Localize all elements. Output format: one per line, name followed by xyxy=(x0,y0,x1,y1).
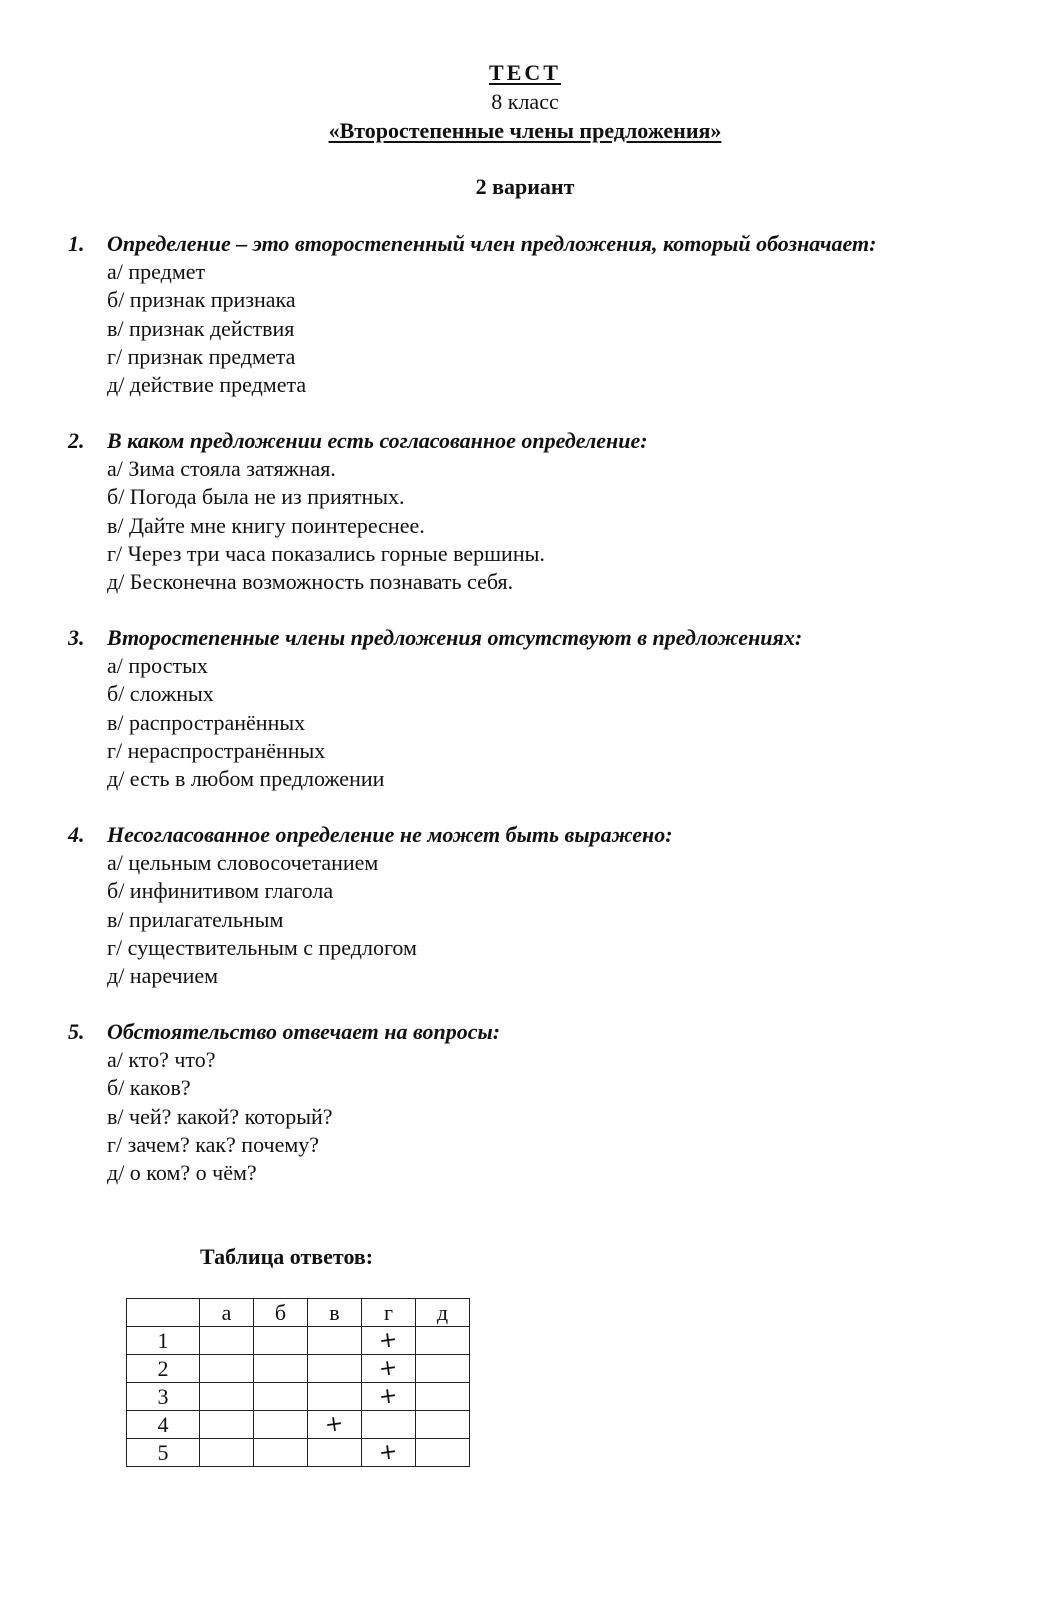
question xyxy=(68,427,1008,596)
answer-option: б/ каков? xyxy=(107,1075,191,1101)
answer-option: б/ признак признака xyxy=(107,287,296,313)
question-text: Обстоятельство отвечает на вопросы: xyxy=(107,1019,501,1044)
question-number: 4. xyxy=(68,822,85,847)
question-number: 5. xyxy=(68,1019,85,1044)
answer-cell xyxy=(362,1439,416,1467)
answer-cell xyxy=(362,1383,416,1411)
answer-cell xyxy=(362,1411,416,1439)
answer-cell xyxy=(308,1439,362,1467)
answer-option: а/ цельным словосочетанием xyxy=(107,850,379,876)
answer-cell xyxy=(308,1383,362,1411)
test-title: ТЕСТ xyxy=(489,60,561,85)
question xyxy=(68,624,1008,793)
answer-option: а/ Зима стояла затяжная. xyxy=(107,456,336,482)
answer-option: д/ действие предмета xyxy=(107,372,307,398)
check-mark: + xyxy=(377,1326,400,1355)
question-text: Второстепенные члены предложения отсутствуют в предложениях: xyxy=(107,625,803,650)
answer-option: г/ признак предмета xyxy=(107,343,296,369)
answer-cell xyxy=(362,1327,416,1355)
question-heading xyxy=(68,624,1008,652)
answer-cell xyxy=(308,1411,362,1439)
answer-option: в/ прилагательным xyxy=(107,906,284,932)
question xyxy=(68,230,1008,399)
row-label: 1 xyxy=(127,1327,200,1355)
answer-option: д/ о ком? о чём? xyxy=(107,1160,257,1186)
answer-option: а/ кто? что? xyxy=(107,1047,216,1073)
answer-option: в/ распространённых xyxy=(107,709,306,735)
question-heading xyxy=(68,230,1008,258)
column-header: г xyxy=(362,1299,416,1327)
row-label: 2 xyxy=(127,1355,200,1383)
answer-cell xyxy=(362,1355,416,1383)
answer-cell xyxy=(200,1439,254,1467)
column-header: б xyxy=(254,1299,308,1327)
answer-cell xyxy=(254,1383,308,1411)
answer-cell xyxy=(200,1383,254,1411)
question-text: Определение – это второстепенный член предложения, который обозначает: xyxy=(107,231,877,256)
question xyxy=(68,1018,1008,1187)
answer-cell xyxy=(308,1327,362,1355)
answer-option: г/ зачем? как? почему? xyxy=(107,1131,320,1157)
answer-option: д/ наречием xyxy=(107,963,219,989)
answer-option: в/ признак действия xyxy=(107,315,295,341)
answer-cell xyxy=(200,1355,254,1383)
question-text: В каком предложении есть согласованное определение: xyxy=(107,428,648,453)
check-mark: + xyxy=(377,1354,400,1383)
table-row xyxy=(127,1439,470,1467)
question xyxy=(68,821,1008,990)
row-label: 5 xyxy=(127,1439,200,1467)
answer-option: б/ сложных xyxy=(107,681,214,707)
table-row xyxy=(127,1383,470,1411)
answer-cell xyxy=(254,1411,308,1439)
question-text: Несогласованное определение не может быть выражено: xyxy=(107,822,673,847)
answer-cell xyxy=(416,1355,470,1383)
check-mark: + xyxy=(377,1438,400,1467)
question-number: 2. xyxy=(68,428,85,453)
answers-table xyxy=(126,1298,470,1467)
answer-option: г/ существительным с предлогом xyxy=(107,934,417,960)
answer-cell xyxy=(416,1411,470,1439)
column-header xyxy=(127,1299,200,1327)
row-label: 3 xyxy=(127,1383,200,1411)
row-label: 4 xyxy=(127,1411,200,1439)
answer-cell xyxy=(416,1383,470,1411)
answer-option: а/ простых xyxy=(107,653,208,679)
answer-cell xyxy=(254,1327,308,1355)
answer-cell xyxy=(254,1439,308,1467)
answer-option: г/ нераспространённых xyxy=(107,737,326,763)
answer-option: б/ инфинитивом глагола xyxy=(107,878,334,904)
column-header: а xyxy=(200,1299,254,1327)
grade-label: 8 класс xyxy=(491,89,559,114)
check-mark: + xyxy=(377,1382,400,1411)
check-mark: + xyxy=(323,1410,346,1439)
column-header: д xyxy=(416,1299,470,1327)
answer-option: г/ Через три часа показались горные вершины. xyxy=(107,540,545,566)
table-row xyxy=(127,1411,470,1439)
topic-title: «Второстепенные члены предложения» xyxy=(328,118,722,143)
answer-option: б/ Погода была не из приятных. xyxy=(107,484,405,510)
answer-option: д/ Бесконечна возможность познавать себя. xyxy=(107,569,514,595)
answer-cell xyxy=(254,1355,308,1383)
question-heading xyxy=(68,427,1008,455)
answer-option: в/ Дайте мне книгу поинтереснее. xyxy=(107,512,425,538)
answer-option: д/ есть в любом предложении xyxy=(107,766,385,792)
column-header: в xyxy=(308,1299,362,1327)
table-row xyxy=(127,1327,470,1355)
answer-cell xyxy=(308,1355,362,1383)
answer-option: в/ чей? какой? который? xyxy=(107,1103,333,1129)
variant-label: 2 вариант xyxy=(475,174,575,199)
answer-cell xyxy=(416,1439,470,1467)
answers-table-title: Таблица ответов: xyxy=(200,1244,374,1269)
answer-cell xyxy=(200,1411,254,1439)
table-row xyxy=(127,1355,470,1383)
question-number: 3. xyxy=(68,625,85,650)
answer-cell xyxy=(416,1327,470,1355)
answer-cell xyxy=(200,1327,254,1355)
question-number: 1. xyxy=(68,231,85,256)
question-heading xyxy=(68,821,1008,849)
question-heading xyxy=(68,1018,1008,1046)
answer-option: а/ предмет xyxy=(107,259,206,285)
table-header-row xyxy=(127,1299,470,1327)
